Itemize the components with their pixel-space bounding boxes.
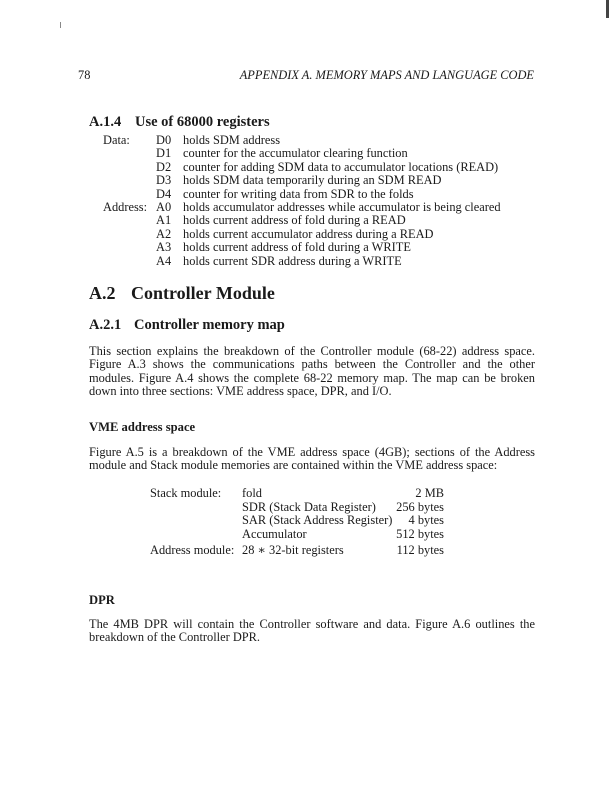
table-item: 28 ∗ 32-bit registers [242,543,344,557]
scan-artifact [60,22,61,28]
section-heading: Use of 68000 registers [135,114,270,130]
register-description: holds current accumulator address during a READ [183,226,434,241]
register-description: holds current SDR address during a WRITE [183,253,402,268]
register-name: A4 [156,253,172,268]
running-title: APPENDIX A. MEMORY MAPS AND LANGUAGE CODE [239,68,534,82]
register-name: D4 [156,186,172,201]
register-name: A2 [156,226,172,241]
register-name: D3 [156,173,172,188]
table-size: 112 bytes [396,543,444,557]
register-name: D2 [156,159,172,174]
table-size: 2 MB [415,486,444,500]
table-item: fold [242,486,262,500]
scan-artifact [606,0,609,18]
address-label: Address: [103,200,148,214]
paragraph: Figure A.5 is a breakdown of the VME address space (4GB); sections of the Address module and Stack module memories are contained within the VME address space: [89,445,535,473]
table-item: Accumulator [242,526,307,541]
table-size: 256 bytes [396,499,444,514]
register-description: holds SDM data temporarily during an SDM READ [183,173,442,188]
data-label: Data: [103,133,130,147]
table-item: SDR (Stack Data Register) [242,499,376,514]
register-description: holds SDM address [183,133,281,147]
register-name: A1 [156,213,172,228]
subsection-heading: Controller memory map [134,317,285,333]
register-description: holds accumulator addresses while accumulator is being cleared [183,200,501,214]
register-description: holds current address of fold during a WRITE [183,240,411,255]
paragraph: The 4MB DPR will contain the Controller software and data. Figure A.6 outlines the breakdown of the Controller DPR. [89,617,535,645]
register-name: D1 [156,146,172,161]
register-description: counter for the accumulator clearing function [183,146,408,161]
register-description: holds current address of fold during a READ [183,213,406,228]
section-number: A.1.4 [89,114,122,130]
table-module: Address module: [150,543,235,557]
table-item: SAR (Stack Address Register) [242,513,393,527]
table-size: 512 bytes [396,526,444,541]
register-name: D0 [156,133,172,147]
register-name: A0 [156,200,172,214]
table-module: Stack module: [150,486,222,500]
page-number: 78 [78,68,91,82]
table-size: 4 bytes [408,513,444,527]
subheading: DPR [89,593,115,607]
subsection-number: A.2.1 [89,317,122,333]
register-description: counter for writing data from SDR to the folds [183,186,414,201]
register-name: A3 [156,240,172,255]
register-description: counter for adding SDM data to accumulator locations (READ) [183,159,499,174]
section-heading: Controller Module [131,283,275,303]
subheading: VME address space [89,420,196,434]
section-number: A.2 [89,283,116,303]
paragraph: This section explains the breakdown of the Controller module (68-22) address space. Figure A.3 shows the communications paths between the Controller and the other modules. Figure A.4 shows the complete 68-22 memory map. The map can be broken down into three sections: VME address space, DPR, and I/O. [89,344,535,399]
